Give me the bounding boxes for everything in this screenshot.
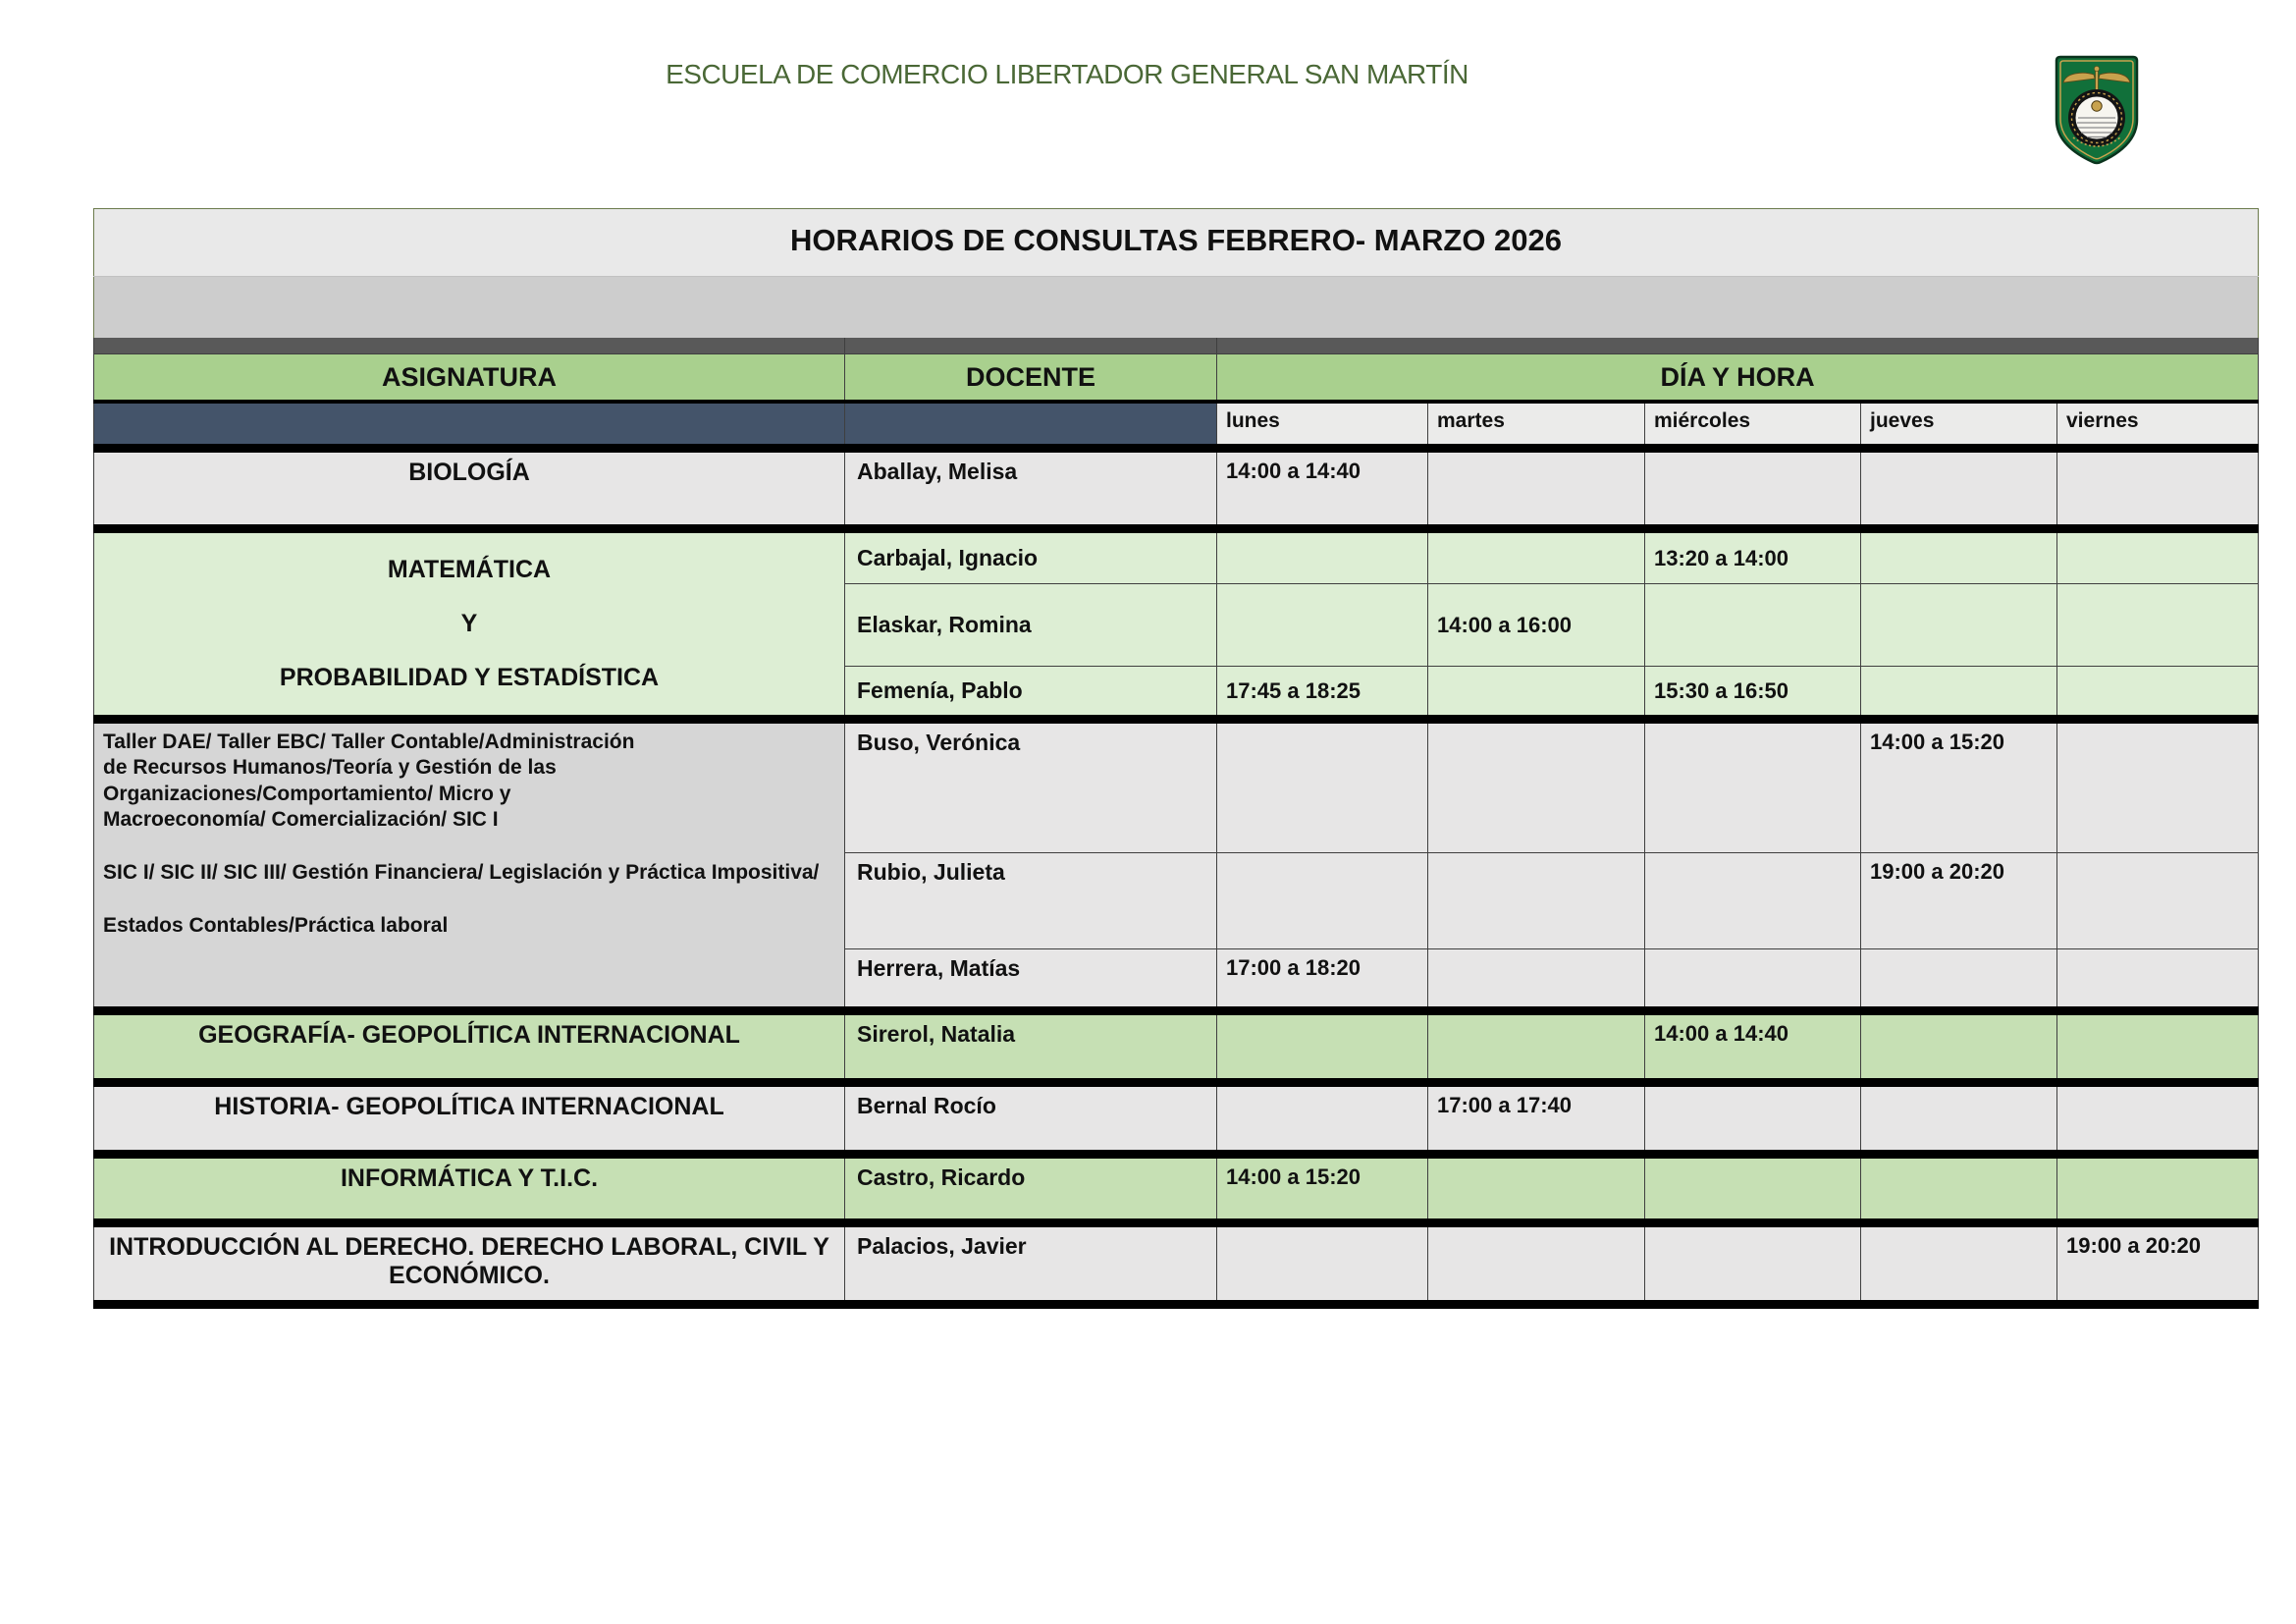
time-cell-martes: 17:00 a 17:40 [1428,1083,1645,1155]
time-cell-miercoles [1645,1223,1861,1305]
empty-slate-cell [94,402,845,449]
time-cell-jueves [1861,529,2057,584]
time-cell-jueves: 14:00 a 15:20 [1861,720,2057,853]
asignatura-text: BIOLOGÍA [408,459,530,486]
table-row [94,1155,2259,1223]
time-cell-miercoles: 14:00 a 14:40 [1645,1011,1861,1083]
time-cell-viernes [2057,1011,2259,1083]
time-cell-martes [1428,720,1645,853]
dark-band-cell [845,338,1217,354]
asignatura-text: HISTORIA- GEOPOLÍTICA INTERNACIONAL [214,1093,724,1120]
time-cell-miercoles [1645,584,1861,667]
school-name: ESCUELA DE COMERCIO LIBERTADOR GENERAL SAN MARTÍN [666,59,1468,89]
time-cell-lunes [1217,1223,1428,1305]
time-cell-viernes [2057,853,2259,949]
table-row [94,1223,2259,1305]
asignatura-cell [94,1083,845,1155]
time-cell-lunes: 17:00 a 18:20 [1217,949,1428,1011]
time-cell-viernes [2057,449,2259,529]
asignatura-text: Taller DAE/ Taller EBC/ Taller Contable/Administración de Recursos Humanos/Teoría y Gestión de las Organizaciones/Comportamiento/ Micro y Macroeconomía/ Comercialización/ SIC I [103,731,635,831]
time-cell-jueves [1861,1011,2057,1083]
day-header-row [94,402,2259,449]
table-title: HORARIOS DE CONSULTAS FEBRERO- MARZO 2026 [94,209,2259,277]
time-cell-martes [1428,949,1645,1011]
dark-band-row [94,338,2259,354]
table-row [94,529,2259,584]
time-cell-miercoles [1645,1083,1861,1155]
column-header-asignatura: ASIGNATURA [94,354,845,402]
asignatura-cell [94,1223,845,1305]
spacer-row [94,277,2259,338]
asignatura-cell [94,529,845,720]
asignatura-text: Estados Contables/Práctica laboral [103,914,449,938]
dark-band-cell [1217,338,2259,354]
time-cell-jueves [1861,1083,2057,1155]
docente-cell: Elaskar, Romina [845,584,1217,667]
time-cell-lunes [1217,853,1428,949]
docente-cell: Bernal Rocío [845,1083,1217,1155]
table-row [94,449,2259,529]
time-cell-viernes: 19:00 a 20:20 [2057,1223,2259,1305]
asignatura-text: SIC I/ SIC II/ SIC III/ Gestión Financiera/ Legislación y Práctica Impositiva/ [103,861,820,884]
table-row [94,1083,2259,1155]
time-cell-jueves [1861,449,2057,529]
dark-band-cell [94,338,845,354]
time-cell-martes [1428,1223,1645,1305]
asignatura-text: INFORMÁTICA Y T.I.C. [340,1164,599,1192]
time-cell-lunes: 17:45 a 18:25 [1217,667,1428,720]
school-logo [2052,53,2142,171]
time-cell-martes [1428,1011,1645,1083]
time-cell-miercoles [1645,449,1861,529]
time-cell-viernes [2057,667,2259,720]
empty-slate-cell [845,402,1217,449]
time-cell-jueves [1861,1155,2057,1223]
schedule-table [93,208,2259,1309]
time-cell-lunes [1217,529,1428,584]
docente-cell: Buso, Verónica [845,720,1217,853]
time-cell-lunes: 14:00 a 14:40 [1217,449,1428,529]
time-cell-martes [1428,529,1645,584]
time-cell-martes: 14:00 a 16:00 [1428,584,1645,667]
time-cell-lunes [1217,1011,1428,1083]
time-cell-martes [1428,667,1645,720]
docente-cell: Herrera, Matías [845,949,1217,1011]
asignatura-cell [94,449,845,529]
time-cell-jueves: 19:00 a 20:20 [1861,853,2057,949]
time-cell-viernes [2057,1155,2259,1223]
table-row [94,1011,2259,1083]
time-cell-miercoles [1645,720,1861,853]
time-cell-lunes [1217,720,1428,853]
spacer-cell [94,277,2259,338]
time-cell-miercoles [1645,1155,1861,1223]
docente-cell: Castro, Ricardo [845,1155,1217,1223]
time-cell-jueves [1861,667,2057,720]
day-header-viernes: viernes [2057,402,2259,449]
time-cell-lunes [1217,584,1428,667]
column-header-dia-y-hora: DÍA Y HORA [1217,354,2259,402]
asignatura-cell [94,1155,845,1223]
time-cell-jueves [1861,584,2057,667]
time-cell-lunes [1217,1083,1428,1155]
column-header-docente: DOCENTE [845,354,1217,402]
time-cell-lunes: 14:00 a 15:20 [1217,1155,1428,1223]
asignatura-text: INTRODUCCIÓN AL DERECHO. DERECHO LABORAL, CIVIL Y ECONÓMICO. [109,1233,829,1289]
docente-cell: Palacios, Javier [845,1223,1217,1305]
time-cell-viernes [2057,584,2259,667]
day-header-miercoles: miércoles [1645,402,1861,449]
docente-cell: Sirerol, Natalia [845,1011,1217,1083]
asignatura-cell [94,1011,845,1083]
asignatura-text: MATEMÁTICA [387,556,552,583]
docente-cell: Aballay, Melisa [845,449,1217,529]
asignatura-text: GEOGRAFÍA- GEOPOLÍTICA INTERNACIONAL [198,1021,740,1049]
time-cell-viernes [2057,949,2259,1011]
asignatura-text: Y [460,610,478,637]
time-cell-martes [1428,449,1645,529]
asignatura-cell [94,720,845,1011]
docente-cell: Carbajal, Ignacio [845,529,1217,584]
docente-cell: Femenía, Pablo [845,667,1217,720]
time-cell-jueves [1861,949,2057,1011]
time-cell-jueves [1861,1223,2057,1305]
time-cell-miercoles [1645,949,1861,1011]
time-cell-viernes [2057,1083,2259,1155]
schedule-table-container [93,208,2259,1309]
time-cell-viernes [2057,720,2259,853]
time-cell-miercoles [1645,853,1861,949]
table-title-row [94,209,2259,277]
day-header-jueves: jueves [1861,402,2057,449]
day-header-lunes: lunes [1217,402,1428,449]
time-cell-martes [1428,853,1645,949]
time-cell-miercoles: 13:20 a 14:00 [1645,529,1861,584]
time-cell-miercoles: 15:30 a 16:50 [1645,667,1861,720]
table-row [94,720,2259,853]
school-shield-icon [2052,53,2142,171]
time-cell-martes [1428,1155,1645,1223]
day-header-martes: martes [1428,402,1645,449]
column-header-row [94,354,2259,402]
time-cell-viernes [2057,529,2259,584]
emblem-circle-icon [2068,89,2125,146]
asignatura-text: PROBABILIDAD Y ESTADÍSTICA [279,664,660,691]
docente-cell: Rubio, Julieta [845,853,1217,949]
